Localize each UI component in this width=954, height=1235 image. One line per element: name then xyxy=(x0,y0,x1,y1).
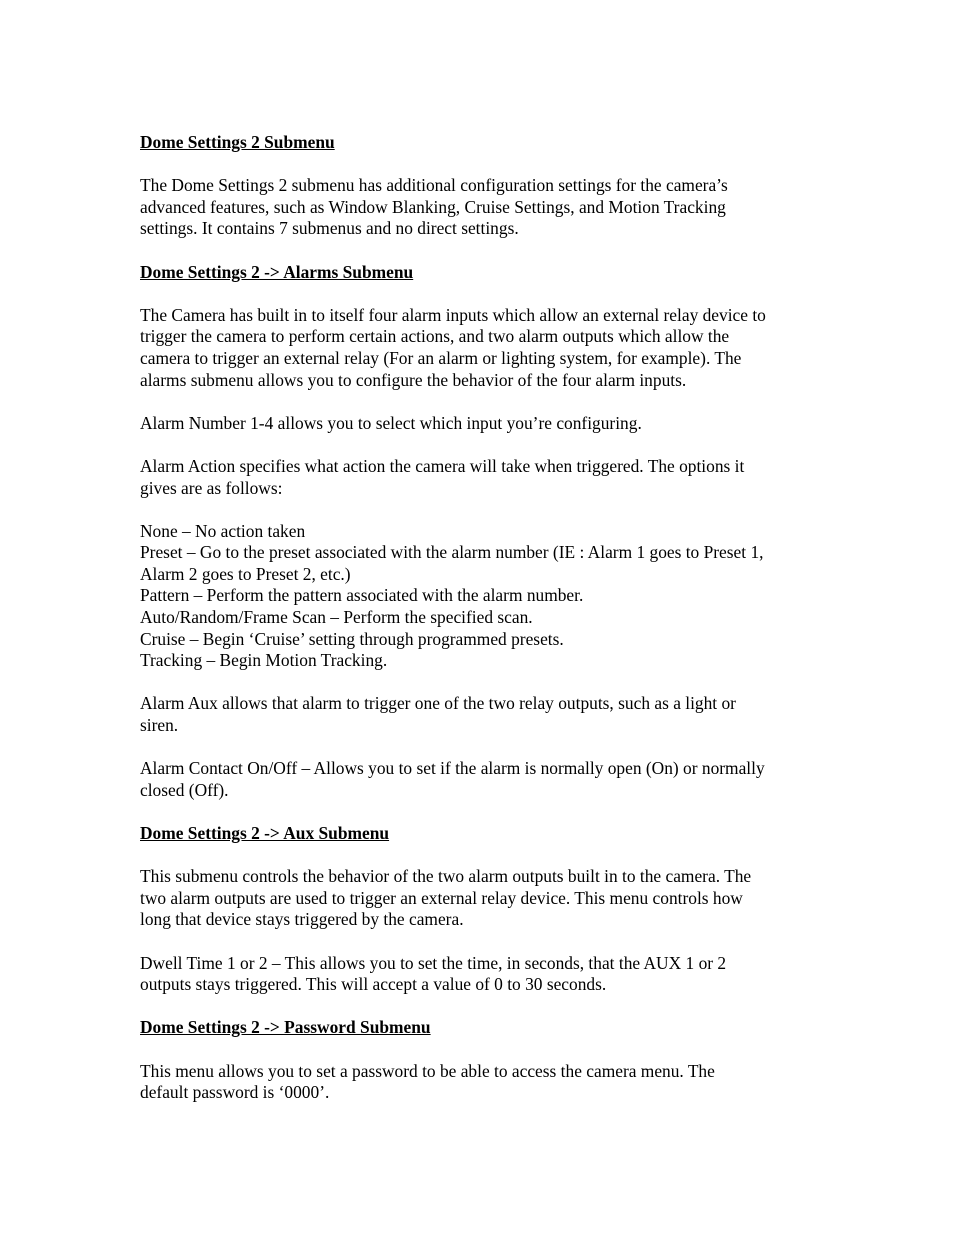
text-line: siren. xyxy=(140,715,179,736)
text-line: camera to trigger an external relay (For an alarm or lighting system, for example). The xyxy=(140,347,742,368)
paragraph xyxy=(140,866,830,931)
section-heading: Dome Settings 2 -> Aux Submenu xyxy=(140,823,390,843)
text-line: Alarm Contact On/Off – Allows you to set if the alarm is normally open (On) or normally xyxy=(140,758,765,779)
paragraph xyxy=(140,456,830,499)
paragraph xyxy=(140,953,830,996)
document-page xyxy=(140,132,830,1125)
text-line: alarms submenu allows you to configure the behavior of the four alarm inputs. xyxy=(140,369,687,390)
text-line: closed (Off). xyxy=(140,779,229,800)
paragraph xyxy=(140,413,830,435)
text-line: advanced features, such as Window Blanking, Cruise Settings, and Motion Tracking xyxy=(140,196,726,217)
list-item: Auto/Random/Frame Scan – Perform the specified scan. xyxy=(140,607,533,628)
list-item: Pattern – Perform the pattern associated with the alarm number. xyxy=(140,585,584,606)
text-line: outputs stays triggered. This will accept a value of 0 to 30 seconds. xyxy=(140,974,607,995)
text-line: gives are as follows: xyxy=(140,477,283,498)
list-item: Preset – Go to the preset associated with the alarm number (IE : Alarm 1 goes to Preset 1, xyxy=(140,542,764,563)
text-line: long that device stays triggered by the camera. xyxy=(140,909,464,930)
section-heading: Dome Settings 2 -> Alarms Submenu xyxy=(140,261,414,282)
section-heading: Dome Settings 2 Submenu xyxy=(140,132,335,152)
section-aux-submenu xyxy=(140,823,830,996)
text-line: Dwell Time 1 or 2 – This allows you to set the time, in seconds, that the AUX 1 or 2 xyxy=(140,952,727,973)
paragraph xyxy=(140,175,830,240)
paragraph xyxy=(140,693,830,736)
section-heading: Dome Settings 2 -> Password Submenu xyxy=(140,1017,431,1038)
paragraph xyxy=(140,1061,830,1104)
paragraph xyxy=(140,305,830,391)
paragraph xyxy=(140,758,830,801)
section-password-submenu xyxy=(140,1017,830,1103)
text-line: The Camera has built in to itself four alarm inputs which allow an external relay device to xyxy=(140,304,766,325)
section-dome-settings-2 xyxy=(140,132,830,240)
list-item: None – No action taken xyxy=(140,520,306,541)
text-line: This submenu controls the behavior of the two alarm outputs built in to the camera. The xyxy=(140,866,752,887)
list-item: Alarm 2 goes to Preset 2, etc.) xyxy=(140,563,351,584)
text-line: Alarm Aux allows that alarm to trigger one of the two relay outputs, such as a light or xyxy=(140,693,736,714)
list-item: Cruise – Begin ‘Cruise’ setting through programmed presets. xyxy=(140,628,564,649)
text-line: Alarm Number 1-4 allows you to select which input you’re configuring. xyxy=(140,412,642,433)
text-line: settings. It contains 7 submenus and no direct settings. xyxy=(140,218,519,239)
list-item: Tracking – Begin Motion Tracking. xyxy=(140,650,388,671)
text-line: This menu allows you to set a password to be able to access the camera menu. The xyxy=(140,1060,715,1081)
text-line: The Dome Settings 2 submenu has additional configuration settings for the camera’s xyxy=(140,175,728,196)
text-line: Alarm Action specifies what action the camera will take when triggered. The options it xyxy=(140,455,745,476)
text-line: default password is ‘0000’. xyxy=(140,1082,330,1103)
section-alarms-submenu xyxy=(140,262,830,802)
text-line: trigger the camera to perform certain actions, and two alarm outputs which allow the xyxy=(140,326,730,347)
alarm-action-options xyxy=(140,521,830,672)
text-line: two alarm outputs are used to trigger an external relay device. This menu controls how xyxy=(140,887,743,908)
